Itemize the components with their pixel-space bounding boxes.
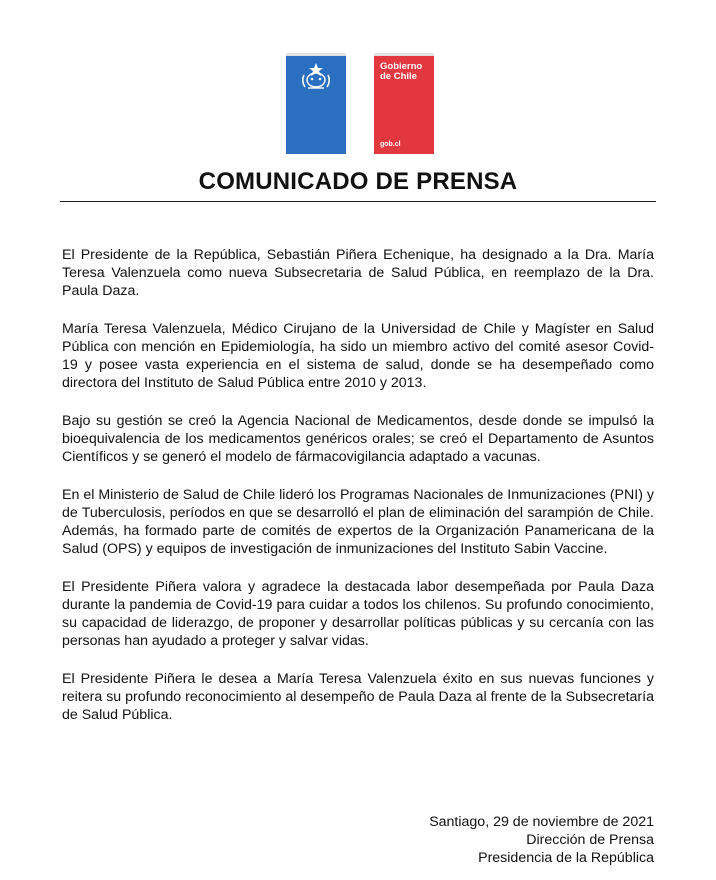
institution-name: Presidencia de la República: [478, 850, 654, 866]
gobierno-de-chile-logo: [374, 53, 434, 154]
logo-text: Gobierno de Chile: [380, 61, 423, 82]
date-line: Santiago, 29 de noviembre de 2021: [429, 814, 654, 830]
signature-block: [429, 813, 654, 867]
paragraph: El Presidente de la República, Sebastián Piñera Echenique, ha designado a la Dra. María Teresa Valenzuela como nueva Subsecretaria de Salud Pública, en reemplazo de la Dra. Paula Daza.: [62, 247, 654, 299]
press-release-body: [62, 246, 654, 744]
logo-url: gob.cl: [380, 141, 401, 148]
chile-government-blue-logo: [286, 53, 346, 154]
office-name: Dirección de Prensa: [526, 832, 654, 848]
paragraph: María Teresa Valenzuela, Médico Cirujano de la Universidad de Chile y Magíster en Salud Pública con mención en Epidemiología, ha sido un miembro activo del comité asesor Covid-19 y posee vasta experiencia en el sistema de salud, donde se ha desempeñado como directora del Instituto de Salud Pública entre 2010 y 2013.: [62, 321, 654, 391]
paragraph: El Presidente Piñera valora y agradece la destacada labor desempeñada por Paula Daza durante la pandemia de Covid-19 para cuidar a todos los chilenos. Su profundo conocimiento, su capacidad de liderazgo, de proponer y desarrollar políticas públicas y su cercanía con las personas han ayudado a proteger y salvar vidas.: [62, 579, 654, 649]
title-divider: [60, 201, 656, 202]
paragraph: El Presidente Piñera le desea a María Teresa Valenzuela éxito en sus nuevas funciones y reitera su profundo reconocimiento al desempeño de Paula Daza al frente de la Subsecretaría de Salud Pública.: [62, 671, 654, 723]
paragraph: En el Ministerio de Salud de Chile lideró los Programas Nacionales de Inmunizaciones (PNI) y de Tuberculosis, períodos en que se desarrolló el plan de eliminación del sarampión de Chile. Además, ha formado parte de comités de expertos de la Organización Panamericana de la Salud (OPS) y equipos de investigación de inmunizaciones del Instituto Sabin Vaccine.: [62, 487, 654, 557]
header-logos: [286, 53, 436, 153]
page-title: COMUNICADO DE PRENSA: [198, 168, 518, 195]
paragraph: Bajo su gestión se creó la Agencia Nacional de Medicamentos, desde donde se impulsó la bioequivalencia de los medicamentos genéricos orales; se creó el Departamento de Asuntos Científicos y se generó el modelo de fármacovigilancia adaptado a vacunas.: [62, 413, 654, 465]
chile-coat-of-arms-icon: [296, 61, 336, 91]
